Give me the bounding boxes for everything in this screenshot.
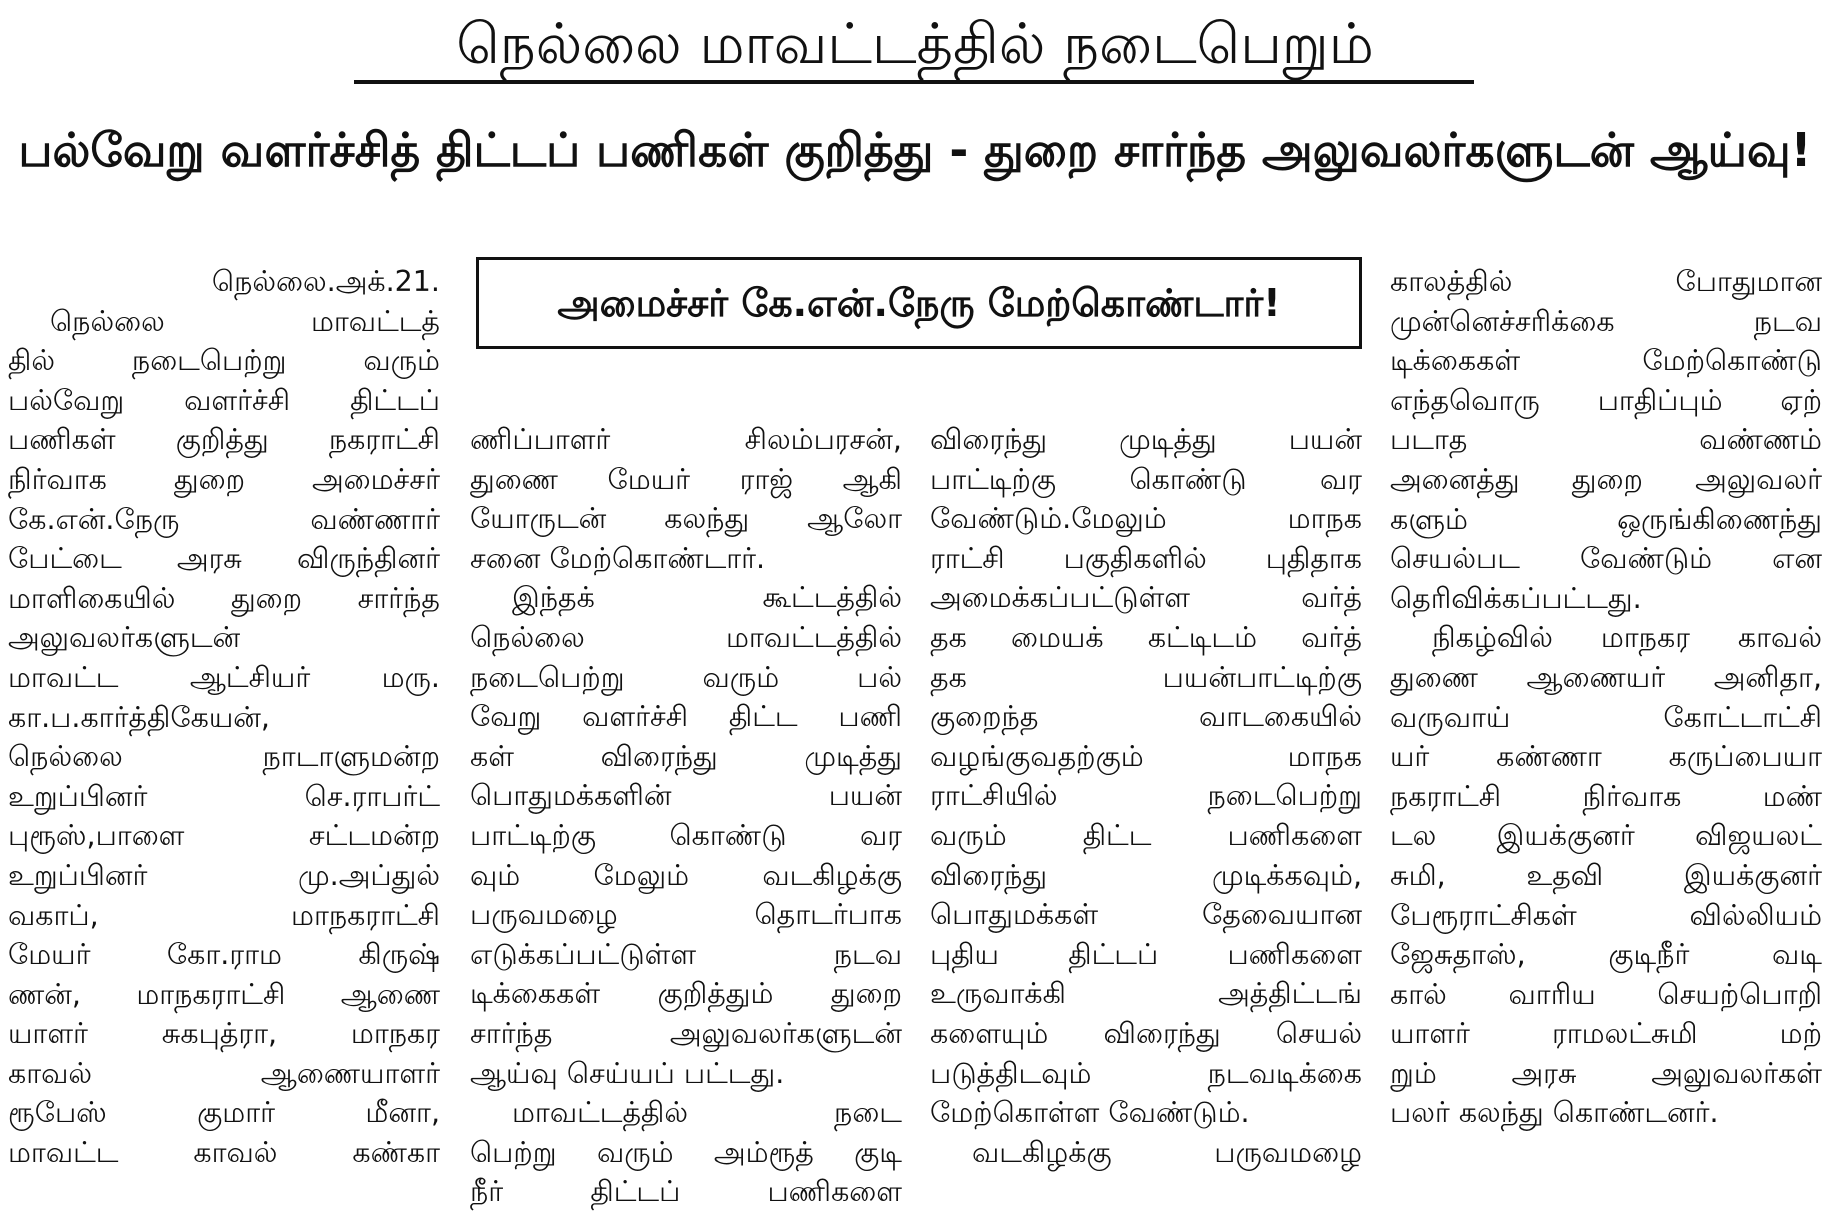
- article-line: சார்ந்த அலுவலர்களுடன்: [470, 1016, 902, 1050]
- article-line: ணன், மாநகராட்சி ஆணை: [8, 977, 440, 1011]
- article-line: மேயர் கோ.ராம கிருஷ்: [8, 938, 440, 972]
- article-line: அனைத்து துறை அலுவலர்: [1390, 462, 1822, 496]
- article-line: ஜேசுதாஸ், குடிநீர் வடி: [1390, 938, 1822, 972]
- subheadline-box: அமைச்சர் கே.என்.நேரு மேற்கொண்டார்!: [476, 257, 1362, 349]
- article-line: வகாப், மாநகராட்சி: [8, 898, 440, 932]
- article-column-3: [930, 420, 1362, 1172]
- article-line: நிர்வாக துறை அமைச்சர்: [8, 462, 440, 496]
- article-line: வடகிழக்கு பருவமழை: [972, 1135, 1362, 1169]
- article-line: அமைக்கப்பட்டுள்ள வர்த்: [930, 581, 1362, 615]
- article-line: பாட்டிற்கு கொண்டு வர: [930, 462, 1362, 496]
- article-line: தக பயன்பாட்டிற்கு: [930, 660, 1362, 694]
- article-line: ஆய்வு செய்யப் பட்டது.: [470, 1056, 785, 1090]
- article-line: படாத வண்ணம்: [1390, 423, 1822, 457]
- article-line: பாட்டிற்கு கொண்டு வர: [470, 818, 902, 852]
- article-line: விரைந்து முடித்து பயன்: [930, 423, 1362, 456]
- article-line: தெரிவிக்கப்பட்டது.: [1390, 581, 1642, 615]
- article-line: துணை ஆணையர் அனிதா,: [1390, 660, 1822, 694]
- article-line: யர் கண்ணா கருப்பையா: [1390, 740, 1822, 774]
- article-line: யாளர் சுகபுத்ரா, மாநகர: [8, 1017, 440, 1051]
- article-line: முன்னெச்சரிக்கை நடவ: [1390, 304, 1822, 338]
- article-line: விரைந்து முடிக்கவும்,: [930, 858, 1362, 892]
- article-line: கே.என்.நேரு வண்ணார்: [8, 502, 440, 536]
- article-line: டிக்கைகள் மேற்கொண்டு: [1390, 344, 1822, 378]
- article-line: டிக்கைகள் குறித்தும் துறை: [470, 977, 902, 1011]
- article-line: துணை மேயர் ராஜ் ஆகி: [470, 462, 902, 496]
- article-line: உறுப்பினர் செ.ராபர்ட்: [8, 779, 440, 813]
- article-line: நீர் திட்டப் பணிகளை: [470, 1175, 902, 1209]
- article-line: பலர் கலந்து கொண்டனர்.: [1390, 1096, 1719, 1130]
- article-column-2: [470, 420, 902, 1212]
- article-line: நகராட்சி நிர்வாக மண்: [1390, 779, 1822, 813]
- article-line: மாவட்ட காவல் கண்கா: [8, 1136, 440, 1170]
- article-line: பொதுமக்களின் பயன்: [470, 779, 902, 813]
- article-line: சனை மேற்கொண்டார்.: [470, 541, 766, 575]
- article-line: யாளர் ராமலட்சுமி மற்: [1390, 1017, 1822, 1051]
- article-line: தக மையக் கட்டிடம் வர்த்: [930, 620, 1362, 654]
- article-line: எந்தவொரு பாதிப்பும் ஏற்: [1390, 383, 1822, 417]
- article-line: மாவட்ட ஆட்சியர் மரு.: [8, 660, 440, 694]
- article-line: இந்தக் கூட்டத்தில்: [512, 581, 902, 615]
- article-line: புதிய திட்டப் பணிகளை: [930, 937, 1362, 971]
- article-line: நெல்லை மாவட்டத்: [50, 304, 440, 338]
- article-line: மாளிகையில் துறை சார்ந்த: [8, 581, 440, 615]
- article-line: டல இயக்குனர் விஜயலட்: [1390, 819, 1822, 853]
- article-line: பணிகள் குறித்து நகராட்சி: [8, 423, 440, 457]
- article-line: வருவாய் கோட்டாட்சி: [1390, 700, 1822, 734]
- article-line: தில் நடைபெற்று வரும்: [8, 344, 440, 378]
- article-line: வேண்டும்.மேலும் மாநக: [930, 502, 1362, 536]
- article-line: குறைந்த வாடகையில்: [930, 700, 1362, 734]
- kicker-headline: நெல்லை மாவட்டத்தில் நடைபெறும்: [456, 12, 1374, 77]
- article-line: காவல் ஆணையாளர்: [8, 1056, 440, 1090]
- article-line: வழங்குவதற்கும் மாநக: [930, 739, 1362, 773]
- article-line: பெற்று வரும் அம்ரூத் குடி: [470, 1135, 902, 1169]
- article-line: ரூபேஸ் குமார் மீனா,: [8, 1096, 440, 1130]
- article-line: கால் வாரிய செயற்பொறி: [1390, 977, 1822, 1011]
- article-line: பேரூராட்சிகள் வில்லியம்: [1390, 898, 1822, 932]
- article-line: பொதுமக்கள் தேவையான: [930, 898, 1362, 932]
- article-column-4: [1390, 262, 1822, 1133]
- article-line: மாவட்டத்தில் நடை: [512, 1096, 902, 1130]
- article-line: உறுப்பினர் மு.அப்துல்: [8, 858, 440, 892]
- article-line: கா.ப.கார்த்திகேயன்,: [8, 700, 270, 734]
- main-headline: பல்வேறு வளர்ச்சித் திட்டப் பணிகள் குறித்து - துறை சார்ந்த அலுவலர்களுடன் ஆய்வு!: [18, 123, 1812, 177]
- article-column-1: [8, 262, 440, 1173]
- article-line: ராட்சி பகுதிகளில் புதிதாக: [930, 541, 1362, 575]
- article-line: அலுவலர்களுடன்: [8, 621, 241, 655]
- article-line: நிகழ்வில் மாநகர காவல்: [1432, 621, 1822, 655]
- dateline: நெல்லை.அக்.21.: [211, 265, 440, 298]
- article-line: பருவமழை தொடர்பாக: [470, 898, 902, 932]
- article-line: உருவாக்கி அத்திட்டங்: [930, 977, 1362, 1011]
- article-line: மேற்கொள்ள வேண்டும்.: [930, 1096, 1250, 1130]
- article-line: வரும் திட்ட பணிகளை: [930, 818, 1362, 852]
- article-line: யோருடன் கலந்து ஆலோ: [470, 502, 902, 536]
- article-line: செயல்பட வேண்டும் என: [1390, 542, 1822, 576]
- article-line: வும் மேலும் வடகிழக்கு: [470, 858, 902, 892]
- article-line: கள் விரைந்து முடித்து: [470, 739, 902, 773]
- article-line: ணிப்பாளர் சிலம்பரசன்,: [470, 423, 902, 456]
- article-line: றும் அரசு அலுவலர்கள்: [1390, 1056, 1822, 1090]
- article-line: சுமி, உதவி இயக்குனர்: [1390, 858, 1822, 892]
- kicker-underline: [354, 80, 1474, 84]
- article-line: பேட்டை அரசு விருந்தினர்: [8, 542, 440, 576]
- article-line: படுத்திடவும் நடவடிக்கை: [930, 1056, 1362, 1090]
- article-line: நடைபெற்று வரும் பல்: [470, 660, 902, 694]
- article-line: களும் ஒருங்கிணைந்து: [1390, 502, 1822, 536]
- article-line: எடுக்கப்பட்டுள்ள நடவ: [470, 937, 902, 971]
- article-line: பல்வேறு வளர்ச்சி திட்டப்: [8, 383, 440, 417]
- article-line: காலத்தில் போதுமான: [1390, 265, 1822, 298]
- article-line: நெல்லை நாடாளுமன்ற: [8, 740, 440, 774]
- article-line: வேறு வளர்ச்சி திட்ட பணி: [470, 700, 902, 734]
- article-line: புரூஸ்,பாளை சட்டமன்ற: [8, 819, 440, 853]
- article-line: களையும் விரைந்து செயல்: [930, 1016, 1362, 1050]
- article-line: நெல்லை மாவட்டத்தில்: [470, 620, 902, 654]
- article-line: ராட்சியில் நடைபெற்று: [930, 779, 1362, 813]
